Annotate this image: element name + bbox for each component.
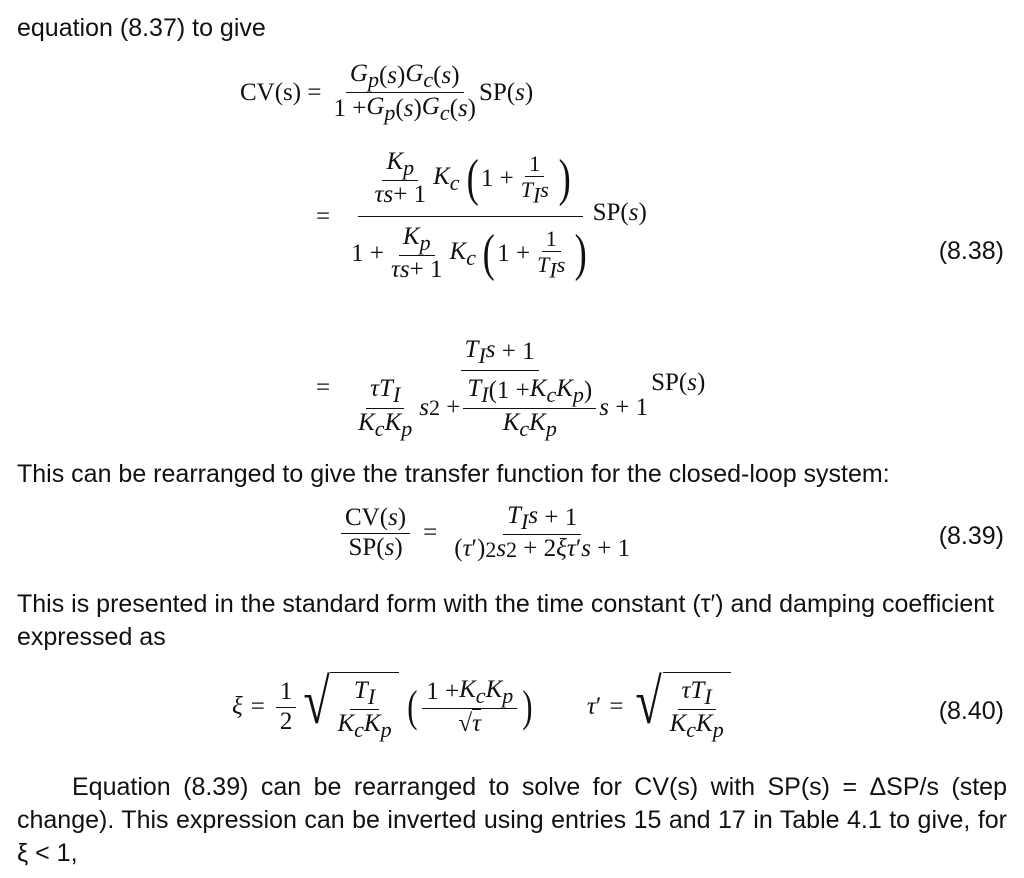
eq-8-38-line-2 — [316, 148, 647, 285]
eq-8-39-lhs — [341, 504, 410, 563]
eq-8-40-half: $\frac{1}{2}$ — [276, 678, 297, 737]
eq-8-40: ξ = $\frac{1}{2}$ √ $\frac{T_I}{K_cK_p}$ ( 1 + $K_cK_p$ √ τ ) τ ′ = √ $\frac{\tau T_I}{K_cK_p}$ — [232, 672, 731, 743]
eq-8-38-line-3 — [316, 336, 705, 441]
text-standard-form: This is presented in the standard form with the time constant (τ′) and damping coefficient expressed as — [17, 590, 995, 651]
eq-8-40-number: (8.40) — [938, 697, 1004, 725]
eq-8-39-rhs-denominator: ( τ ′) 2 s 2 + 2 ξτ ′ s + 1 — [454, 535, 631, 563]
eq-8-38-sp-2: SP(s) — [592, 198, 647, 226]
eq-8-38-sp-1: SP(s) — [479, 78, 534, 106]
eq-8-38-equals-2: = — [316, 202, 331, 230]
eq-8-39-lhs-denominator: SP( s ) — [348, 533, 403, 561]
eq-8-38-fraction-3-denominator: $\frac{\tau T_I}{K_cK_p}$ s 2 + $T_I$ (1 + $K_cK_p$ ) $K_cK_p$ s + 1 — [358, 375, 649, 441]
eq-8-40-sqrt-2: √ $\frac{\tau T_I}{K_cK_p}$ — [631, 672, 730, 743]
eq-8-38-fraction-1 — [329, 60, 480, 126]
eq-8-38-fraction-1-numerator: $G_p$ ( s ) $G_c$ ( s ) — [346, 60, 464, 93]
eq-8-39-lhs-numerator: CV( s ) — [341, 504, 410, 534]
text-rearranged: This can be rearranged to give the transfer function for the closed-loop system: — [17, 460, 890, 488]
eq-8-38-lhs: CV(s) = — [240, 78, 322, 106]
text-final-paragraph: Equation (8.39) can be rearranged to solve for CV(s) with SP(s) = ΔSP/s (step change). This expression can be inverted using entries 15 and 17 in Table 4.1 to give, for ξ < 1, — [17, 773, 1007, 867]
eq-8-38-line-1 — [240, 60, 533, 126]
eq-8-38-fraction-2-denominator: 1 + $K_p$ τs + 1 $K_c$ ( 1 + $\frac{1}{T_Is}$ ) — [351, 223, 588, 284]
eq-8-38-fraction-2 — [347, 148, 594, 285]
eq-8-40-equals-1: = — [250, 693, 265, 721]
eq-8-39-rhs-numerator: $T_Is$ + 1 — [503, 502, 581, 535]
eq-8-38-fraction-3 — [347, 336, 652, 441]
eq-8-40-tau-prime: τ — [586, 693, 596, 721]
eq-8-40-equals-2: = — [609, 693, 624, 721]
eq-8-40-xi: ξ — [232, 693, 243, 721]
eq-8-38-fraction-1-denominator: 1 + $G_p$ ( s ) $G_c$ ( s ) — [333, 93, 476, 126]
eq-8-38-sp-3: SP(s) — [651, 369, 706, 397]
eq-8-38-fraction-3-numerator: $T_Is$ + 1 — [461, 336, 539, 371]
eq-8-39-number: (8.39) — [938, 522, 1004, 550]
eq-8-39-rhs — [450, 502, 634, 564]
eq-8-40-sqrt-1: √ $\frac{T_I}{K_cK_p}$ — [299, 672, 398, 743]
eq-8-38-fraction-2-numerator: $K_p$ τs + 1 $K_c$ ( 1 + $\frac{1}{T_Is}$ ) — [358, 148, 584, 217]
eq-8-39 — [338, 502, 637, 564]
intro-text: equation (8.37) to give — [17, 14, 266, 42]
eq-8-38-equals-3: = — [316, 374, 331, 402]
eq-8-39-equals: = — [423, 519, 438, 547]
eq-8-38-number: (8.38) — [938, 237, 1004, 265]
eq-8-40-fraction-2: 1 + $K_cK_p$ √ τ — [422, 676, 517, 739]
